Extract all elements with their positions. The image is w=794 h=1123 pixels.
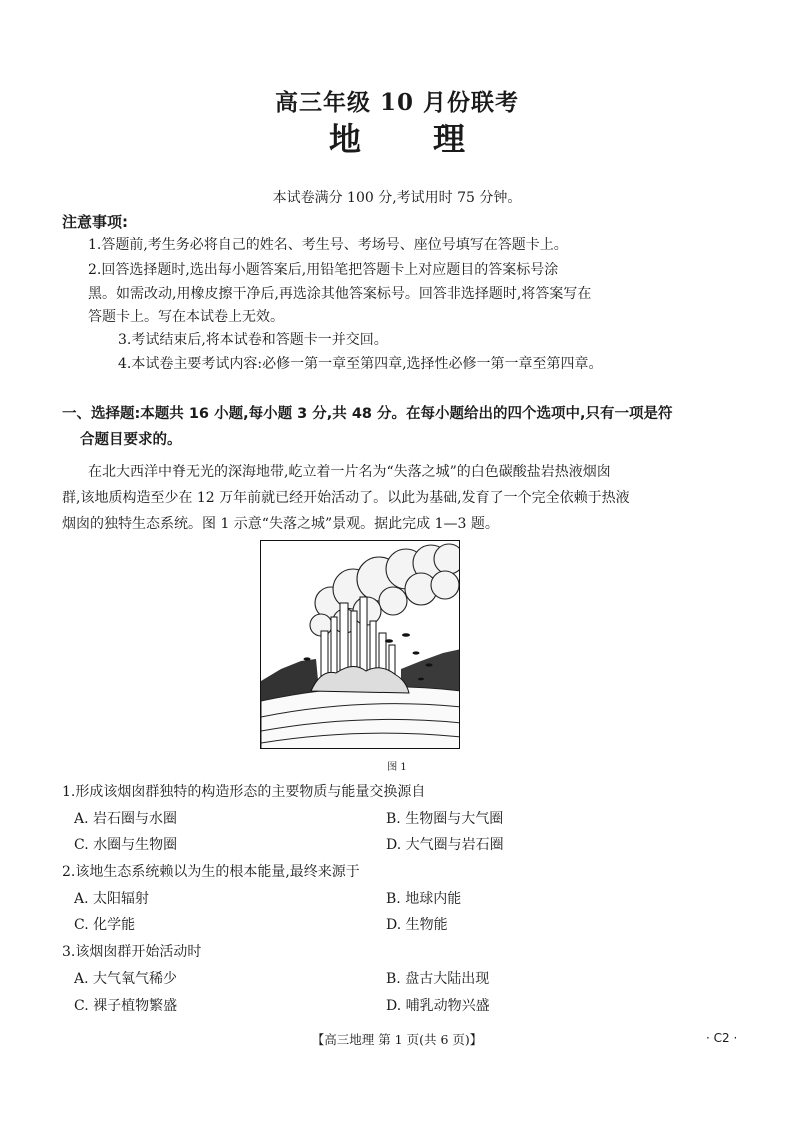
- option-d: D. 大气圈与岩石圈: [386, 837, 504, 853]
- subject-char-left: 地: [328, 120, 361, 158]
- passage-line: 在北大西洋中脊无光的深海地带,屹立着一片名为“失落之城”的白色碳酸盐岩热液烟囱: [88, 464, 611, 480]
- exam-note: 本试卷满分 100 分,考试用时 75 分钟。: [272, 190, 522, 206]
- notice-line: 2.回答选择题时,选出每小题答案后,用铅笔把答题卡上对应题目的答案标号涂: [88, 262, 559, 278]
- section-heading: 一、选择题:本题共 16 小题,每小题 3 分,共 48 分。在每小题给出的四个选项中,只有一项是符: [62, 406, 673, 422]
- passage-line: 群,该地质构造至少在 12 万年前就已经开始活动了。以此为基础,发育了一个完全依赖于热液: [62, 490, 630, 506]
- notice-line: 答题卡上。写在本试卷上无效。: [88, 309, 284, 325]
- notice-heading: 注意事项:: [62, 213, 128, 231]
- paper-code: · C2 ·: [706, 1031, 738, 1045]
- question-stem: 1.形成该烟囱群独特的构造形态的主要物质与能量交换源自: [62, 784, 426, 800]
- subject-title: [0, 114, 794, 160]
- option-c: C. 化学能: [74, 917, 136, 933]
- notice-line: 黑。如需改动,用橡皮擦干净后,再选涂其他答案标号。回答非选择题时,将答案写在: [88, 286, 592, 302]
- figure-caption: 图 1: [387, 762, 407, 773]
- page-footer: 【高三地理 第 1 页(共 6 页)】: [311, 1032, 483, 1047]
- option-b: B. 生物圈与大气圈: [386, 811, 504, 827]
- section-heading-cont: 合题目要求的。: [80, 432, 182, 448]
- option-a: A. 大气氧气稀少: [74, 971, 178, 987]
- notice-line: 4.本试卷主要考试内容:必修一第一章至第四章,选择性必修一第一章至第四章。: [118, 356, 603, 372]
- option-a: A. 岩石圈与水圈: [74, 811, 178, 827]
- notice-line: 1.答题前,考生务必将自己的姓名、考生号、考场号、座位号填写在答题卡上。: [88, 237, 568, 253]
- subject-char-right: 理: [433, 120, 466, 158]
- option-d: D. 生物能: [386, 917, 448, 933]
- lost-city-illustration: [261, 541, 460, 749]
- notice-line: 3.考试结束后,将本试卷和答题卡一并交回。: [118, 332, 388, 348]
- option-d: D. 哺乳动物兴盛: [386, 998, 490, 1014]
- option-b: B. 地球内能: [386, 891, 462, 907]
- question-stem: 3.该烟囱群开始活动时: [62, 944, 202, 960]
- figure-lost-city: [260, 540, 460, 749]
- option-a: A. 太阳辐射: [74, 891, 150, 907]
- passage-line: 烟囱的独特生态系统。图 1 示意“失落之城”景观。据此完成 1—3 题。: [62, 516, 499, 532]
- option-b: B. 盘古大陆出现: [386, 971, 490, 987]
- exam-title: 高三年级 10 月份联考: [274, 89, 520, 116]
- option-c: C. 水圈与生物圈: [74, 837, 178, 853]
- option-c: C. 裸子植物繁盛: [74, 998, 178, 1014]
- question-stem: 2.该地生态系统赖以为生的根本能量,最终来源于: [62, 864, 360, 880]
